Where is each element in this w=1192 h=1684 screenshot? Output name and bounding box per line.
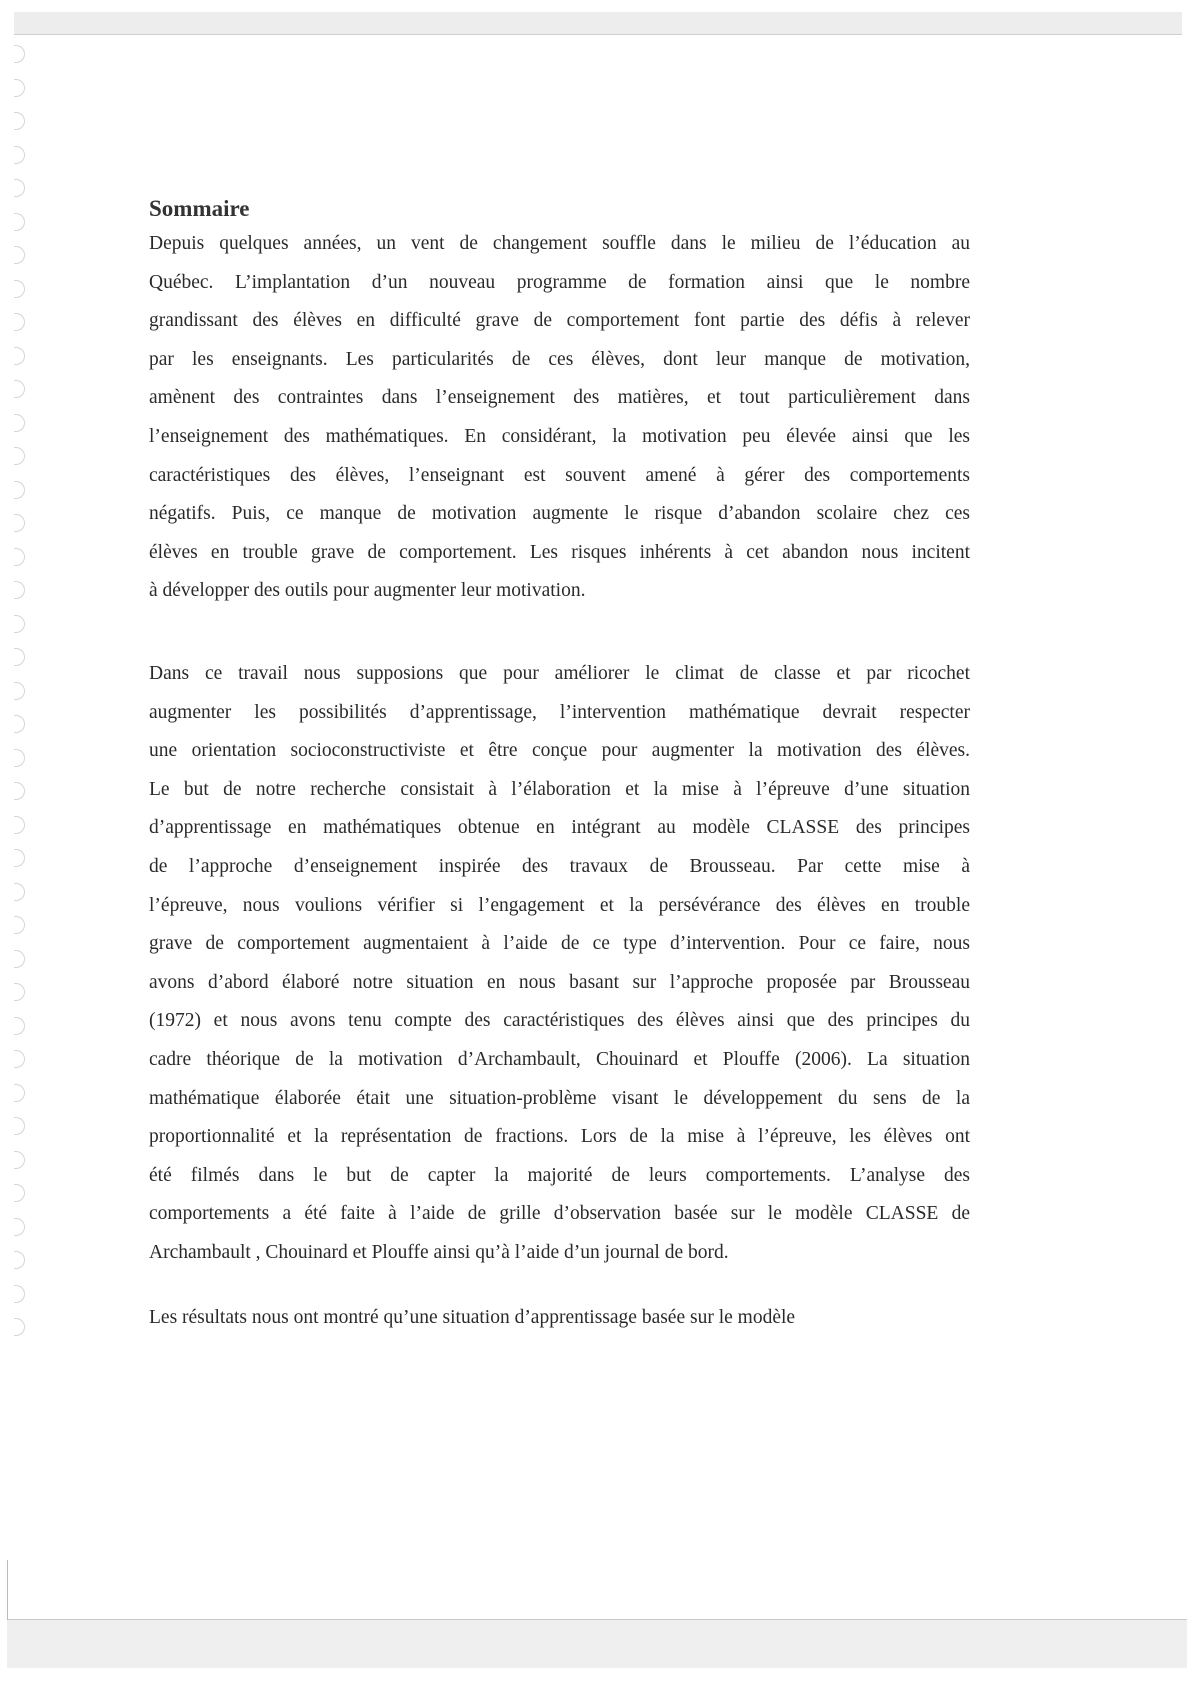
- paragraph-2-line: une orientation socioconstructiviste et être conçue pour augmenter la motivation des élèves.: [149, 740, 970, 762]
- binder-hole-icon: [14, 1084, 25, 1102]
- binder-hole-icon: [14, 1285, 25, 1303]
- paragraph-2-line: grave de comportement augmentaient à l’aide de ce type d’intervention. Pour ce faire, nous: [149, 933, 970, 955]
- binder-hole-icon: [14, 1251, 25, 1269]
- paragraph-1-line: grandissant des élèves en difficulté grave de comportement font partie des défis à relever: [149, 310, 970, 332]
- binder-hole-icon: [14, 1218, 25, 1236]
- binder-hole-icon: [14, 749, 25, 767]
- binder-hole-icon: [14, 916, 25, 934]
- paragraph-2-line: d’apprentissage en mathématiques obtenue en intégrant au modèle CLASSE des principes: [149, 817, 970, 839]
- binder-hole-icon: [14, 414, 25, 432]
- binder-hole-icon: [14, 1117, 25, 1135]
- binder-hole-icon: [14, 581, 25, 599]
- binder-hole-icon: [14, 816, 25, 834]
- binder-hole-icon: [14, 112, 25, 130]
- paragraph-2-line: Le but de notre recherche consistait à l’élaboration et la mise à l’épreuve d’une situation: [149, 778, 970, 800]
- paragraph-1-line: par les enseignants. Les particularités de ces élèves, dont leur manque de motivation,: [149, 348, 970, 370]
- binder-hole-icon: [14, 1318, 25, 1336]
- binder-hole-icon: [14, 849, 25, 867]
- binder-hole-icon: [14, 313, 25, 331]
- paragraph-2-line: cadre théorique de la motivation d’Archambault, Chouinard et Plouffe (2006). La situation: [149, 1049, 970, 1070]
- paragraph-2-line: mathématique élaborée était une situation-problème visant le développement du sens de la: [149, 1087, 970, 1109]
- binder-hole-icon: [14, 481, 25, 499]
- binder-hole-icon: [14, 280, 25, 298]
- paragraph-1-line: caractéristiques des élèves, l’enseignant est souvent amené à gérer des comportements: [149, 464, 970, 486]
- paragraph-2-line: proportionnalité et la représentation de fractions. Lors de la mise à l’épreuve, les élèves ont: [149, 1126, 970, 1148]
- binder-hole-icon: [14, 782, 25, 800]
- binder-hole-icon: [14, 179, 25, 197]
- binder-hole-icon: [14, 347, 25, 365]
- paragraph-3-line: Les résultats nous ont montré qu’une situation d’apprentissage basée sur le modèle: [149, 1307, 796, 1328]
- paragraph-2-line: Archambault , Chouinard et Plouffe ainsi qu’à l’aide d’un journal de bord.: [149, 1242, 729, 1263]
- binder-hole-icon: [14, 79, 25, 97]
- paragraph-1-line: l’enseignement des mathématiques. En considérant, la motivation peu élevée ainsi que les: [149, 426, 970, 447]
- binder-hole-icon: [14, 1151, 25, 1169]
- paragraph-2-line: été filmés dans le but de capter la majorité de leurs comportements. L’analyse des: [149, 1164, 970, 1186]
- binder-hole-icon: [14, 548, 25, 566]
- paragraph-1-line: négatifs. Puis, ce manque de motivation augmente le risque d’abandon scolaire chez ces: [149, 503, 970, 525]
- binder-hole-icon: [14, 1050, 25, 1068]
- binder-hole-icon: [14, 213, 25, 231]
- scan-top-border: [14, 12, 1182, 35]
- paragraph-2-line: l’épreuve, nous voulions vérifier si l’engagement et la persévérance des élèves en trouble: [149, 894, 970, 916]
- binder-hole-icon: [14, 514, 25, 532]
- paragraph-2-line: comportements a été faite à l’aide de grille d’observation basée sur le modèle CLASSE de: [149, 1203, 970, 1225]
- binder-hole-icon: [14, 615, 25, 633]
- paragraph-2-line: de l’approche d’enseignement inspirée des travaux de Brousseau. Par cette mise à: [149, 856, 970, 877]
- section-title: Sommaire: [149, 196, 250, 221]
- binder-hole-icon: [14, 883, 25, 901]
- page-edge: [7, 1560, 8, 1620]
- paragraph-2-line: (1972) et nous avons tenu compte des caractéristiques des élèves ainsi que des principes du: [149, 1010, 970, 1032]
- paragraph-2-line: avons d’abord élaboré notre situation en nous basant sur l’approche proposée par Brousseau: [149, 971, 970, 993]
- binder-hole-icon: [14, 447, 25, 465]
- paragraph-1-line: Depuis quelques années, un vent de changement souffle dans le milieu de l’éducation au: [149, 233, 970, 254]
- paragraph-1-line: élèves en trouble grave de comportement. Les risques inhérents à cet abandon nous incitent: [149, 541, 970, 563]
- paragraph-1-line: Québec. L’implantation d’un nouveau programme de formation ainsi que le nombre: [149, 271, 970, 293]
- binder-hole-icon: [14, 246, 25, 264]
- scan-bottom-border: [7, 1619, 1187, 1668]
- binder-hole-icon: [14, 715, 25, 733]
- binder-hole-icon: [14, 1017, 25, 1035]
- binder-hole-icon: [14, 45, 25, 63]
- binder-hole-icon: [14, 146, 25, 164]
- binder-hole-icon: [14, 1184, 25, 1202]
- binder-hole-icon: [14, 380, 25, 398]
- binder-hole-icon: [14, 648, 25, 666]
- paragraph-1-line: amènent des contraintes dans l’enseignement des matières, et tout particulièrement dans: [149, 387, 970, 409]
- binder-hole-icon: [14, 682, 25, 700]
- paragraph-1-line: à développer des outils pour augmenter leur motivation.: [149, 580, 586, 602]
- binder-hole-icon: [14, 950, 25, 968]
- paragraph-2-line: Dans ce travail nous supposions que pour améliorer le climat de classe et par ricochet: [149, 663, 970, 684]
- binder-hole-icon: [14, 983, 25, 1001]
- paragraph-2-line: augmenter les possibilités d’apprentissage, l’intervention mathématique devrait respecter: [149, 701, 970, 723]
